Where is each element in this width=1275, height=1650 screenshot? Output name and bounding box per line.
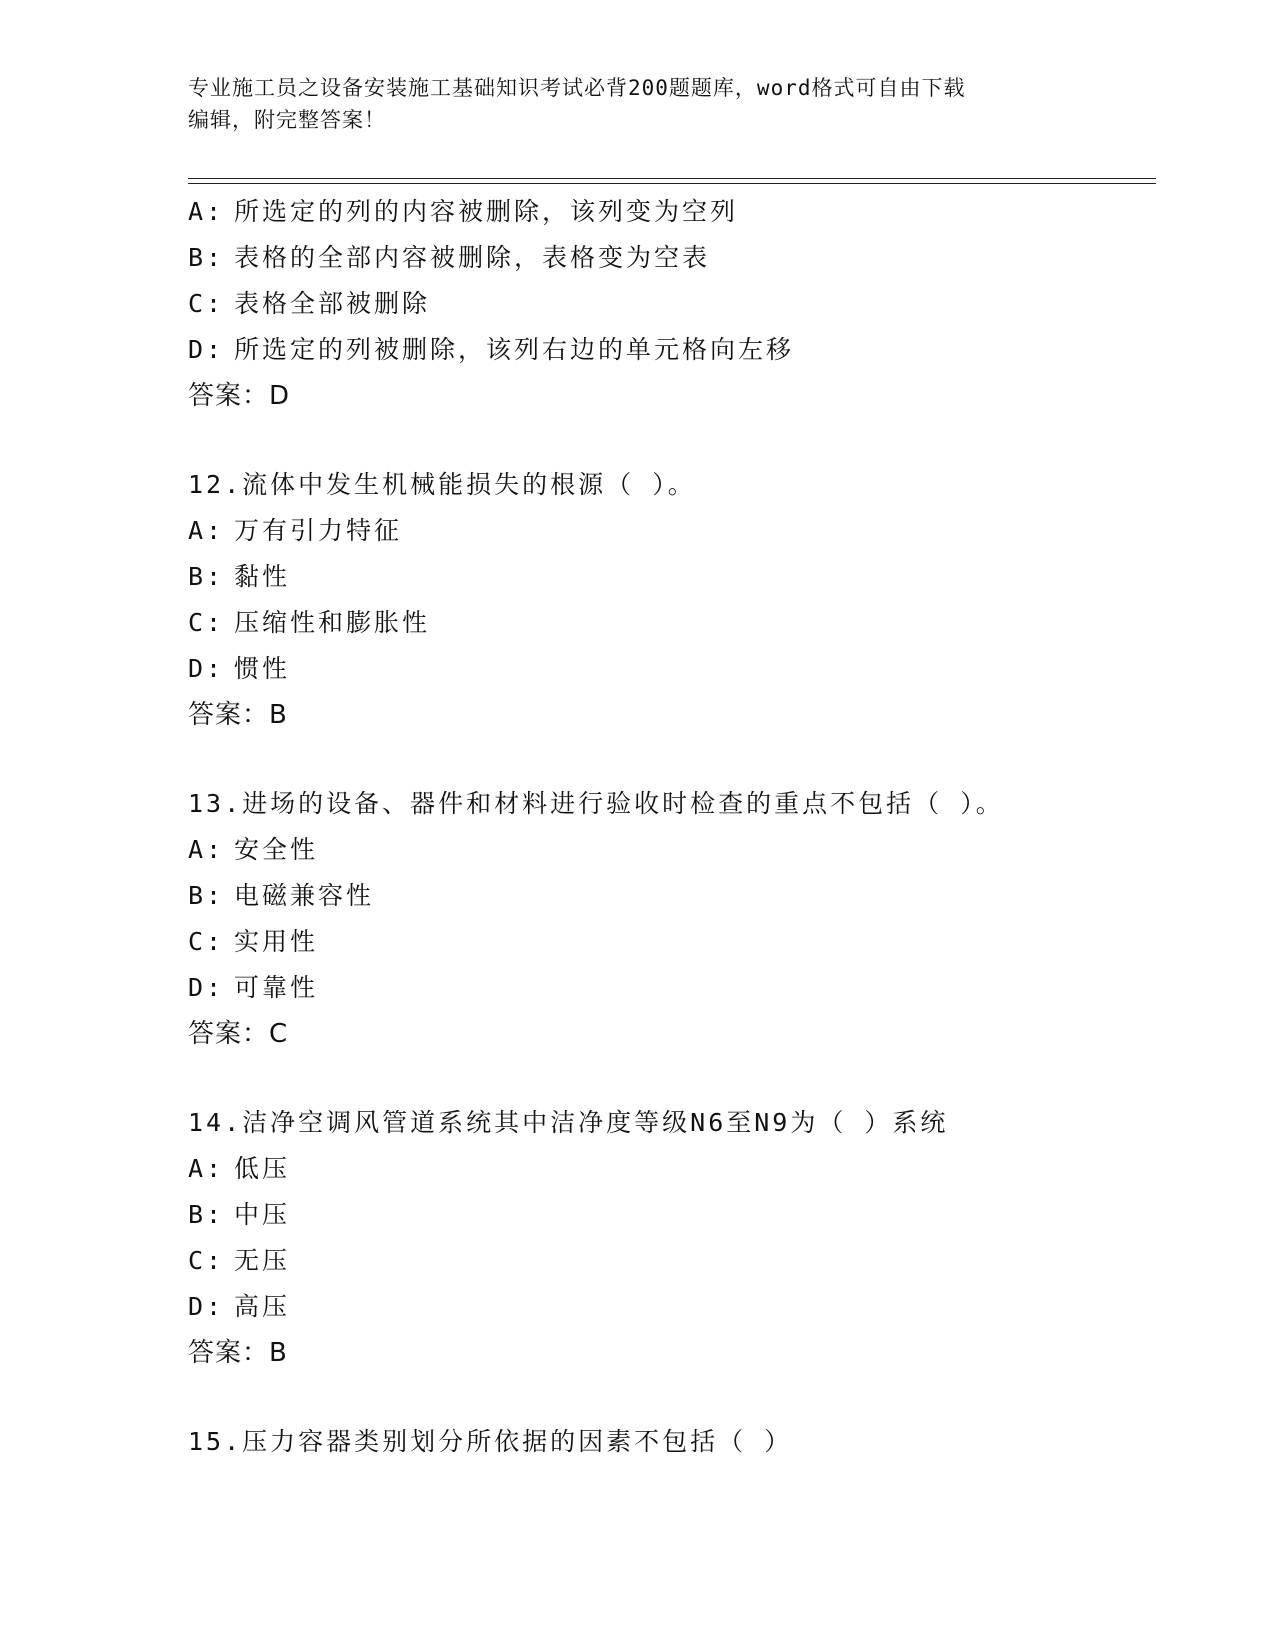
option-d: D: 可靠性 <box>188 973 319 1002</box>
option-c: C: 压缩性和膨胀性 <box>188 608 431 637</box>
question-block-13 <box>188 781 1156 1057</box>
question-list <box>188 189 1156 1465</box>
option-d: D: 惯性 <box>188 654 291 683</box>
option-c: C: 实用性 <box>188 927 319 956</box>
option-a: A: 所选定的列的内容被删除，该列变为空列 <box>188 197 739 226</box>
answer-line: 答案：C <box>188 1019 289 1049</box>
option-d: D: 高压 <box>188 1292 291 1321</box>
header-rule-bottom <box>188 183 1156 184</box>
header-line-2: 编辑，附完整答案！ <box>188 108 386 132</box>
question-text: 15.压力容器类别划分所依据的因素不包括（ ） <box>188 1427 793 1456</box>
document-header <box>188 72 1068 136</box>
option-a: A: 低压 <box>188 1154 291 1183</box>
question-block-11 <box>188 189 1156 419</box>
answer-line: 答案：B <box>188 1338 288 1368</box>
answer-line: 答案：B <box>188 700 288 730</box>
option-c: C: 无压 <box>188 1246 291 1275</box>
question-text: 14.洁净空调风管道系统其中洁净度等级N6至N9为（ ）系统 <box>188 1108 949 1137</box>
option-c: C: 表格全部被删除 <box>188 289 431 318</box>
option-d: D: 所选定的列被删除，该列右边的单元格向左移 <box>188 335 795 364</box>
answer-line: 答案：D <box>188 381 291 411</box>
option-b: B: 中压 <box>188 1200 291 1229</box>
question-block-14 <box>188 1100 1156 1376</box>
header-rule-top <box>188 178 1156 179</box>
option-b: B: 电磁兼容性 <box>188 881 375 910</box>
header-line-1: 专业施工员之设备安装施工基础知识考试必背200题题库，word格式可自由下载 <box>188 76 966 100</box>
question-block-15 <box>188 1419 1156 1465</box>
question-text: 12.流体中发生机械能损失的根源（ ）。 <box>188 470 696 499</box>
option-b: B: 黏性 <box>188 562 291 591</box>
option-a: A: 万有引力特征 <box>188 516 403 545</box>
question-block-12 <box>188 462 1156 738</box>
option-b: B: 表格的全部内容被删除，表格变为空表 <box>188 243 711 272</box>
question-text: 13.进场的设备、器件和材料进行验收时检查的重点不包括（ ）。 <box>188 789 1004 818</box>
option-a: A: 安全性 <box>188 835 319 864</box>
